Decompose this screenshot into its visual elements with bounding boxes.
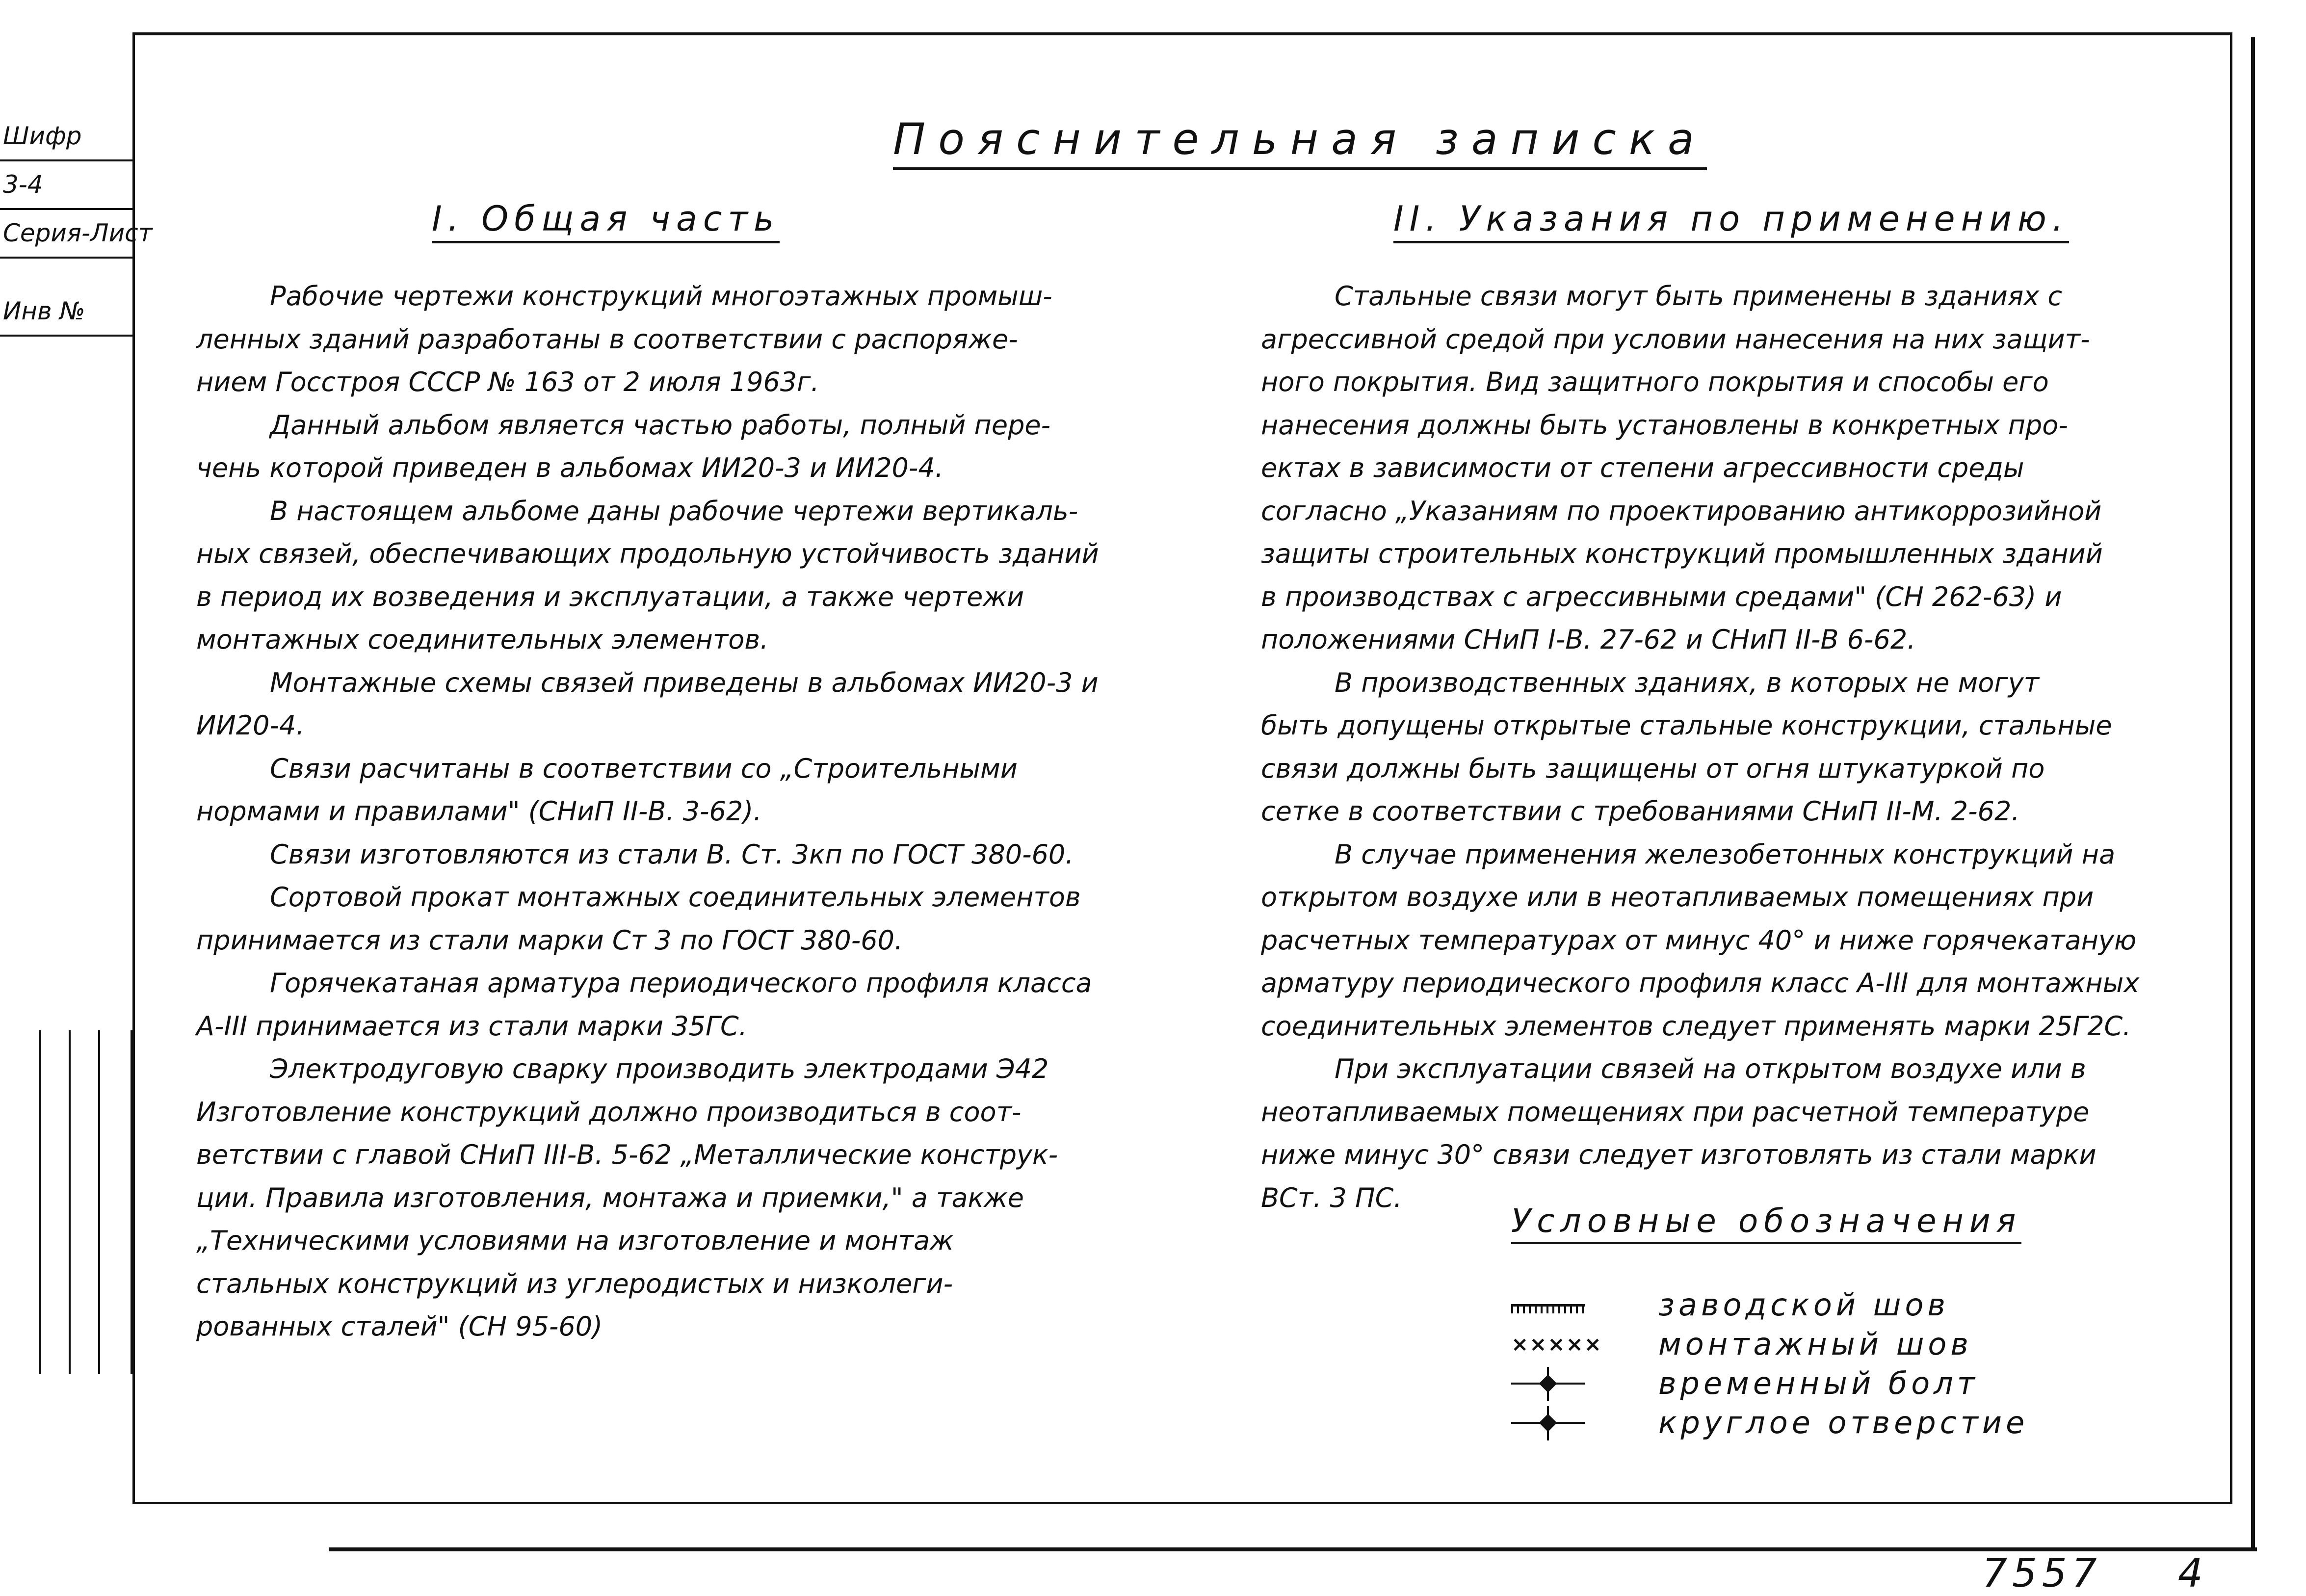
text-line: ВСт. 3 ПС. (1261, 1182, 1402, 1213)
right-column-text (1261, 275, 2139, 1219)
section-heading-general: I. Общая часть (432, 199, 780, 243)
text-line: согласно „Указаниям по проектированию антикоррозийной (1261, 495, 2102, 526)
text-line: Монтажные схемы связей приведены в альбомах ИИ20-3 и (270, 667, 1099, 698)
text-line: нормами и правилами" (СНиП II-В. 3-62). (196, 796, 762, 827)
text-line: стальных конструкций из углеродистых и низколеги- (196, 1268, 953, 1299)
text-line: В случае применения железобетонных конструкций на (1335, 838, 2116, 870)
text-line: нием Госстроя СССР № 163 от 2 июля 1963г. (196, 366, 819, 397)
side-stamp (0, 113, 153, 337)
text-line: В настоящем альбоме даны рабочие чертежи вертикаль- (270, 495, 1078, 526)
text-line: агрессивной средой при условии нанесения на них защит- (1261, 323, 2090, 355)
text-line: связи должны быть защищены от огня штукатуркой по (1261, 753, 2045, 784)
site-weld-icon: ××××× (1511, 1332, 1602, 1356)
text-line: ИИ20-4. (196, 710, 305, 741)
stamp-cell: Серия-Лист (0, 210, 132, 259)
text-line: нанесения должны быть установлены в конкретных про- (1261, 409, 2068, 441)
text-line: в период их возведения и эксплуатации, а также чертежи (196, 581, 1024, 612)
text-line: защиты строительных конструкций промышленных зданий (1261, 538, 2103, 569)
text-line: ных связей, обеспечивающих продольную устойчивость зданий (196, 538, 1099, 569)
album-number: 7557 (1982, 1550, 2102, 1596)
page-title: Пояснительная записка (893, 114, 1707, 170)
text-line: Изготовление конструкций должно производиться в соот- (196, 1096, 1022, 1127)
text-line: При эксплуатации связей на открытом воздухе или в (1335, 1053, 2086, 1084)
legend-label: временный болт (1658, 1365, 1979, 1401)
left-column-text (196, 275, 1099, 1348)
text-line: ниже минус 30° связи следует изготовлять из стали марки (1261, 1139, 2096, 1170)
text-line: принимается из стали марки Ст 3 по ГОСТ 380-60. (196, 924, 903, 956)
text-line: А-III принимается из стали марки 35ГС. (196, 1010, 747, 1042)
text-line: Данный альбом является частью работы, полный пере- (270, 409, 1051, 441)
text-line: быть допущены открытые стальные конструкции, стальные (1261, 710, 2112, 741)
legend-label: круглое отверстие (1658, 1405, 2029, 1440)
text-line: соединительных элементов следует применять марки 25Г2С. (1261, 1010, 2131, 1042)
text-line: ветствии с главой СНиП III-В. 5-62 „Металлические конструк- (196, 1139, 1058, 1170)
text-line: Связи изготовляются из стали В. Ст. 3кп по ГОСТ 380-60. (270, 838, 1074, 870)
text-line: положениями СНиП I-В. 27-62 и СНиП II-В 6-62. (1261, 624, 1916, 655)
text-line: ции. Правила изготовления, монтажа и приемки," а также (196, 1182, 1024, 1213)
stamp-cell: 3-4 (0, 161, 132, 210)
text-line: расчетных температурах от минус 40° и ниже горячекатаную (1261, 924, 2137, 956)
text-line: Связи расчитаны в соответствии со „Строительными (270, 753, 1018, 784)
text-line: рованных сталей" (СН 95-60) (196, 1311, 603, 1342)
sheet-number: 4 (2178, 1550, 2208, 1596)
text-line: Сортовой прокат монтажных соединительных элементов (270, 882, 1081, 913)
stamp-columns (39, 1030, 132, 1374)
frame-bottom-line (329, 1547, 2257, 1551)
text-line: неотапливаемых помещениях при расчетной температуре (1261, 1096, 2090, 1127)
stamp-cell: Инв № (0, 288, 132, 337)
text-line: Стальные связи могут быть применены в зданиях с (1335, 281, 2063, 312)
text-line: арматуру периодического профиля класс А-III для монтажных (1261, 968, 2140, 998)
text-line: монтажных соединительных элементов. (196, 624, 769, 655)
text-line: Электродуговую сварку производить электродами Э42 (270, 1053, 1049, 1084)
section-heading-usage: II. Указания по применению. (1393, 199, 2069, 243)
stamp-cell: Шифр (0, 113, 132, 161)
text-line: Рабочие чертежи конструкций многоэтажных промыш- (270, 281, 1052, 312)
text-line: ектах в зависимости от степени агрессивности среды (1261, 452, 2024, 483)
text-line: сетке в соответствии с требованиями СНиП II-М. 2-62. (1261, 796, 2020, 827)
text-line: Горячекатаная арматура периодического профиля класса (270, 968, 1092, 998)
temporary-bolt-icon (1511, 1364, 1585, 1403)
text-line: чень которой приведен в альбомах ИИ20-3 и ИИ20-4. (196, 452, 943, 483)
footer-number (1982, 1550, 2208, 1596)
round-hole-icon (1511, 1403, 1585, 1442)
factory-weld-icon (1511, 1304, 1585, 1313)
legend-label: заводской шов (1658, 1287, 1949, 1323)
frame-right-line (2251, 37, 2255, 1548)
text-line: ленных зданий разработаны в соответствии с распоряже- (196, 323, 1018, 355)
text-line: в производствах с агрессивными средами" (СН 262-63) и (1261, 581, 2062, 612)
legend-label: монтажный шов (1658, 1326, 1972, 1362)
text-line: открытом воздухе или в неотапливаемых помещениях при (1261, 882, 2094, 913)
legend-heading: Условные обозначения (1511, 1202, 2021, 1244)
text-line: ного покрытия. Вид защитного покрытия и способы его (1261, 366, 2049, 397)
text-line: „Техническими условиями на изготовление и монтаж (196, 1225, 954, 1256)
text-line: В производственных зданиях, в которых не могут (1335, 667, 2040, 698)
